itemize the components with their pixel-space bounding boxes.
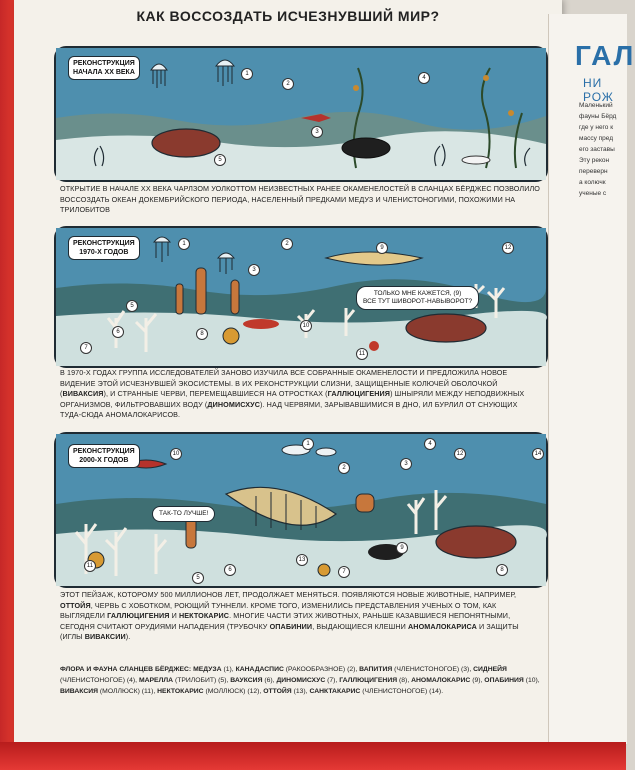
label-number: 6 [112,326,124,338]
label-number: 4 [424,438,436,450]
legend-species-note: (9) [472,677,481,684]
label-number: 13 [296,554,308,566]
label-number: 1 [241,68,253,80]
label-number: 12 [454,448,466,460]
legend-species-name: ВАУКСИЯ [230,677,263,684]
legend-species-note: (6) [264,677,273,684]
panel-3-tag: РЕКОНСТРУКЦИЯ 2000-Х ГОДОВ [68,444,140,468]
panel-1970s [54,226,548,368]
right-page [548,14,635,744]
legend-species-note: (МОЛЛЮСК) (11) [99,688,154,695]
label-number: 10 [170,448,182,460]
legend-species-name: ГАЛЛЮЦИГЕНИЯ [339,677,398,684]
speech-bubble-2000s: ТАК-ТО ЛУЧШЕ! [152,506,215,522]
legend-species-note: (ЧЛЕНИСТОНОГОЕ) (4) [60,677,136,684]
label-number: 5 [126,300,138,312]
label-number: 2 [281,238,293,250]
legend-species-name: ОПАБИНИЯ [484,677,524,684]
speech-bubble-1970s: ТОЛЬКО МНЕ КАЖЕТСЯ, (9) ВСЕ ТУТ ШИВОРОТ-НАВЫВОРОТ? [356,286,479,310]
legend-species-name: ДИНОМИСХУС [276,677,326,684]
label-number: 2 [282,78,294,90]
legend-species-note: (8) [399,677,408,684]
left-page [14,0,562,748]
legend-species-name: САНКТАКАРИС [309,688,361,695]
book-cover-bottom [0,742,626,770]
legend-species-note: (13) [293,688,306,695]
legend-species-note: (ЧЛЕНИСТОНОГОЕ) (3) [394,666,470,673]
label-number: 9 [396,542,408,554]
legend-species-note: (1) [223,666,232,673]
legend-species-name: ОТТОЙЯ [263,688,292,695]
panel-1-tag: РЕКОНСТРУКЦИЯ НАЧАЛА XX ВЕКА [68,56,140,80]
caption-panel-2: В 1970-Х ГОДАХ ГРУППА ИССЛЕДОВАТЕЛЕЙ ЗАНОВО ИЗУЧИЛА ВСЕ СОБРАННЫЕ ОКАМЕНЕЛОСТИ И ПРЕДЛОЖИЛА НОВОЕ ВИДЕНИЕ ЭТОЙ ИСЧЕЗНУВШЕЙ ЭКОСИСТЕМЫ. В ИХ РЕКОНСТРУКЦИИ СЛИЗНИ, ЗАЩИЩЕННЫЕ КОЛЮЧЕЙ ОБОЛОЧКОЙ (ВИВАКСИЯ), И СТРАННЫЕ ЧЕРВИ, ПЕРЕМЕЩАВШИЕСЯ НА ОТРОСТКАХ (ГАЛЛЮЦИГЕНИЯ) ШНЫРЯЛИ МЕЖДУ НЕПОДВИЖНЫХ ОРГАНИЗМОВ, ФИЛЬТРОВАВШИХ ВОДУ (ДИНОМИСХУС). НАД ЧЕРВЯМИ, ЗАРЫВАВШИМИСЯ В ДНО, ИЛ БУРЛИЛ ОТ СНУЮЩИХ ТУДА-СЮДА АНОМАЛОКАРИСОВ. [60,368,525,419]
legend-species-note: (ЧЛЕНИСТОНОГОЕ) (14) [362,688,442,695]
label-number: 11 [356,348,368,360]
legend-species-note: (7) [327,677,336,684]
panel-2000s [54,432,548,588]
right-page-subtitle: НИ РОЖ [583,76,614,104]
legend-species-name: ВАПИТИЯ [359,666,393,673]
label-number: 4 [418,72,430,84]
legend-species-name: КАНАДАСПИС [235,666,284,673]
label-number: 11 [84,560,96,572]
legend-species-name: НЕКТОКАРИС [157,688,204,695]
label-number: 5 [192,572,204,584]
right-page-text: Маленький фауны Бёрд где у него к массу пред его заставы Эту рекон переверн а колючк ученые с [579,102,617,197]
label-number: 9 [376,242,388,254]
label-number: 14 [532,448,544,460]
panel-early-20th-century [54,46,548,182]
caption-panel-1: ОТКРЫТИЕ В НАЧАЛЕ XX ВЕКА ЧАРЛЗОМ УОЛКОТТОМ НЕИЗВЕСТНЫХ РАНЕЕ ОКАМЕНЕЛОСТЕЙ В СЛАНЦАХ БЁРДЖЕС ПОЗВОЛИЛО ВОССОЗДАТЬ ОКЕАН ДОКЕМБРИЙСКОГО ПЕРИОДА, НАСЕЛЕННЫЙ ПРЕДКАМИ МЕДУЗ И ЧЛЕНИСТОНОГИМИ, ПОХОЖИМИ НА ТРИЛОБИТОВ [60,184,540,214]
legend-species-note: (10) [525,677,538,684]
label-number: 3 [400,458,412,470]
page-title: КАК ВОССОЗДАТЬ ИСЧЕЗНУВШИЙ МИР? [136,8,440,24]
label-number: 3 [311,126,323,138]
legend-heading: ФЛОРА И ФАУНА СЛАНЦЕВ БЁРДЖЕС: [60,666,192,673]
caption-panel-3: ЭТОТ ПЕЙЗАЖ, КОТОРОМУ 500 МИЛЛИОНОВ ЛЕТ, ПРОДОЛЖАЕТ МЕНЯТЬСЯ. ПОЯВЛЯЮТСЯ НОВЫЕ ЖИВОТНЫЕ, НАПРИМЕР, ОТТОЙЯ, ЧЕРВЬ С ХОБОТКОМ, РОЮЩИЙ ТУННЕЛИ. КРОМЕ ТОГО, ИЗМЕНИЛИСЬ ПРЕДСТАВЛЕНИЯ УЧЕНЫХ О ТОМ, КАК ВЫГЛЯДЕЛИ ГАЛЛЮЦИГЕНИЯ И НЕКТОКАРИС. МНОГИЕ ЧАСТИ ЭТИХ ЖИВОТНЫХ, РАНЬШЕ КАЗАВШИЕСЯ НЕПОНЯТНЫМИ, СЕГОДНЯ СЧИТАЮТ ОРУДИЯМИ НАПАДЕНИЯ (ТРУБОЧКУ ОПАБИНИИ, ВЫДАЮЩИЕСЯ КЛЕШНИ АНОМАЛОКАРИСА И ЗАЩИТЫ (ИГЛЫ ВИВАКСИИ). [60,590,519,641]
right-page-title: ГАЛ [575,40,635,71]
legend-species-name: АНОМАЛОКАРИС [411,677,471,684]
legend-species-note: (ТРИЛОБИТ) (5) [174,677,227,684]
label-number: 8 [196,328,208,340]
legend-species-name: ВИВАКСИЯ [60,688,99,695]
legend-species-name: СИДНЕЙЯ [473,666,507,673]
label-number: 8 [496,564,508,576]
legend-species-note: (РАКООБРАЗНОЕ) (2) [285,666,356,673]
panel-2-tag: РЕКОНСТРУКЦИЯ 1970-Х ГОДОВ [68,236,140,260]
label-number: 7 [338,566,350,578]
label-number: 1 [302,438,314,450]
label-number: 10 [300,320,312,332]
label-number: 2 [338,462,350,474]
legend-species-note: (МОЛЛЮСК) (12) [205,688,260,695]
label-number: 7 [80,342,92,354]
species-legend: ФЛОРА И ФАУНА СЛАНЦЕВ БЁРДЖЕС: МЕДУЗА (1), КАНАДАСПИС (РАКООБРАЗНОЕ) (2), ВАПИТИЯ (ЧЛЕНИСТОНОГОЕ) (3), СИДНЕЙЯ (ЧЛЕНИСТОНОГОЕ) (4), МАРЕЛЛА (ТРИЛОБИТ) (5), ВАУКСИЯ (6), ДИНОМИСХУС (7), ГАЛЛЮЦИГЕНИЯ (8), АНОМАЛОКАРИС (9), ОПАБИНИЯ (10), ВИВАКСИЯ (МОЛЛЮСК) (11), НЕКТОКАРИС (МОЛЛЮСК) (12), ОТТОЙЯ (13), САНКТАКАРИС (ЧЛЕНИСТОНОГОЕ) (14). [60,666,540,695]
label-number: 12 [502,242,514,254]
label-number: 1 [178,238,190,250]
legend-species-name: МЕДУЗА [193,666,222,673]
label-number: 3 [248,264,260,276]
legend-species-name: МАРЕЛЛА [138,677,174,684]
label-number: 6 [224,564,236,576]
label-number: 5 [214,154,226,166]
